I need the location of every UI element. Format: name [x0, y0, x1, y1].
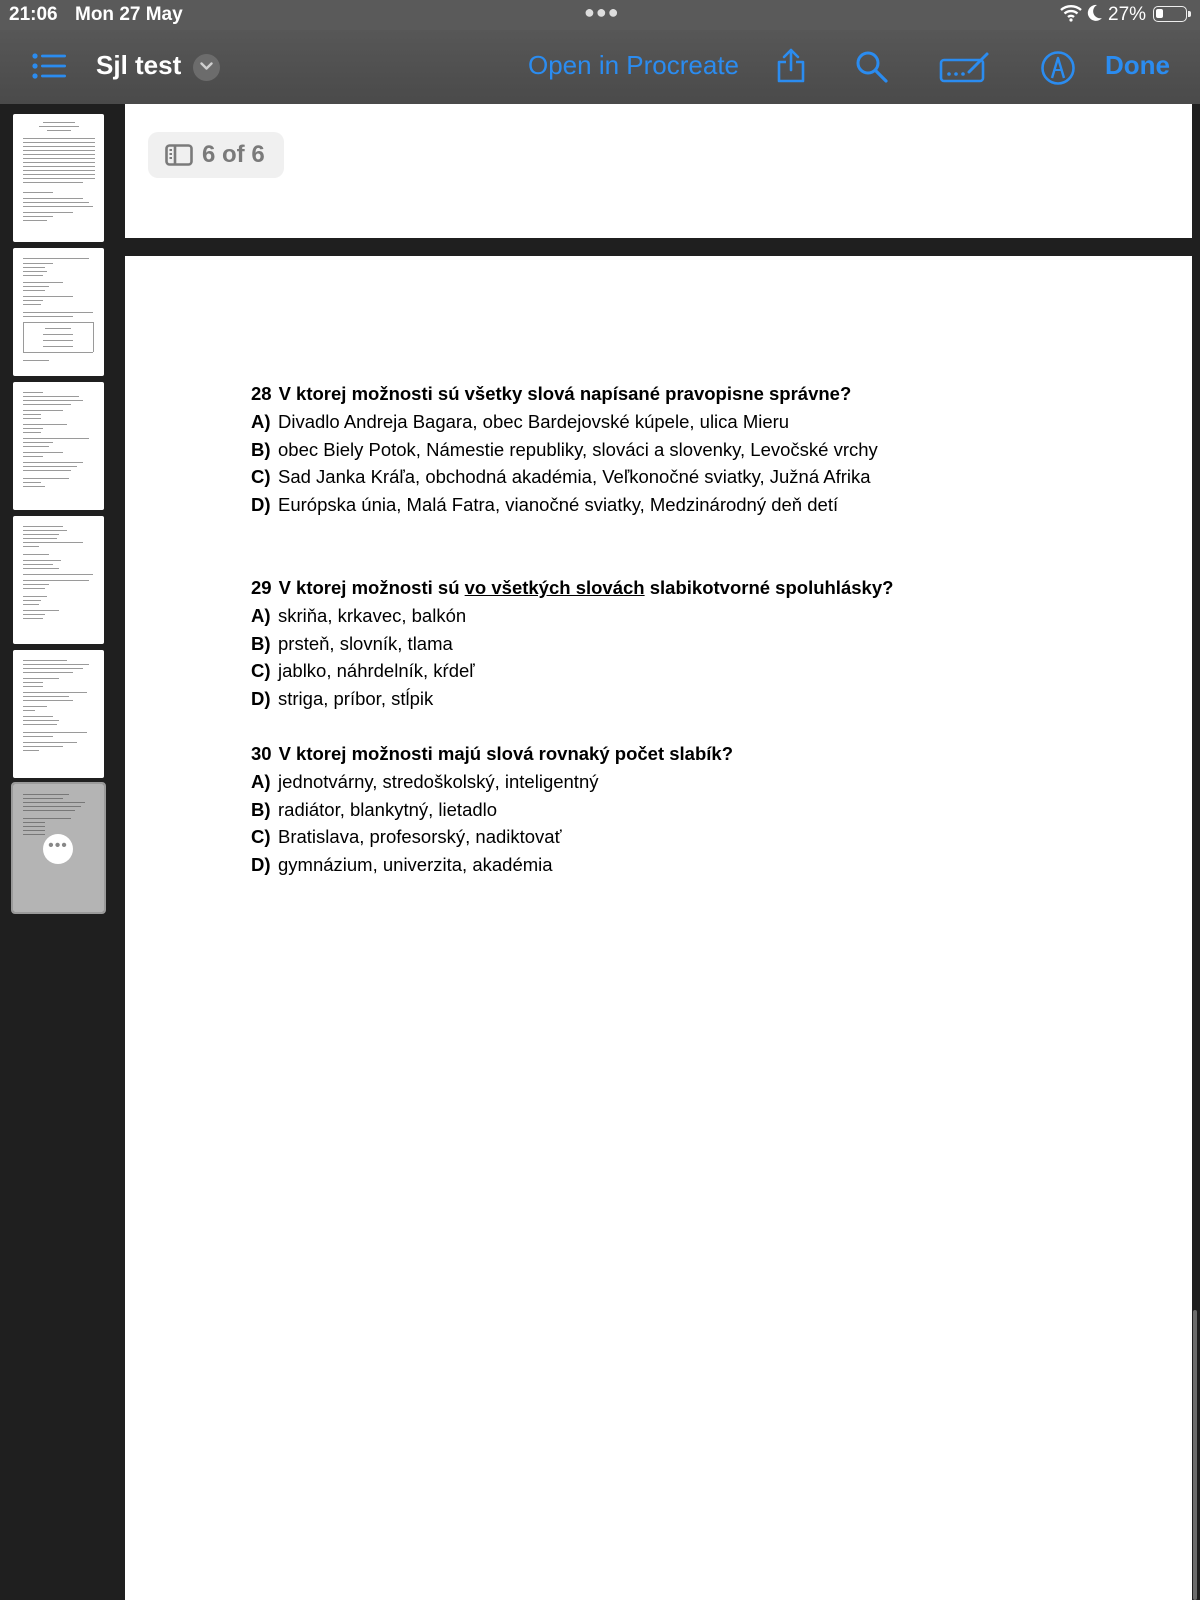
page-thumbnail-4[interactable] — [13, 516, 104, 644]
done-button[interactable]: Done — [1105, 50, 1170, 80]
answer-option: D) striga, príbor, stĺpik — [251, 687, 434, 709]
answer-option: A) skriňa, krkavec, balkón — [251, 605, 467, 626]
answer-option: B) obec Biely Potok, Námestie republiky, slováci a slovenky, Levočské vrchy — [251, 438, 878, 460]
page-indicator-text: 6 of 6 — [202, 141, 265, 168]
answer-option: C) Sad Janka Kráľa, obchodná akadémia, Veľkonočné sviatky, Južná Afrika — [251, 466, 871, 488]
previous-page — [125, 104, 1192, 238]
status-bar — [0, 0, 1200, 30]
page-thumbnail-5[interactable] — [13, 650, 104, 778]
sidebar-icon — [165, 144, 193, 171]
search-icon[interactable] — [855, 50, 889, 89]
markup-icon[interactable] — [939, 50, 991, 89]
question-text: V ktorej možnosti sú všetky slová napísané pravopisne správne? — [278, 383, 852, 404]
question-30 — [251, 743, 1151, 881]
share-icon[interactable] — [776, 48, 806, 89]
answer-option: B) prsteň, slovník, tlama — [251, 632, 453, 654]
more-icon[interactable]: ••• — [43, 834, 73, 864]
status-time: 21:06 — [9, 4, 58, 25]
question-heading — [251, 743, 1151, 771]
chevron-down-icon[interactable] — [193, 54, 220, 81]
question-28 — [251, 383, 1151, 521]
question-number: 28 — [251, 383, 272, 404]
page-indicator — [148, 132, 284, 178]
question-heading — [251, 383, 1151, 411]
thumbnail-sidebar — [0, 104, 124, 1600]
moon-icon — [1086, 3, 1104, 29]
document-title[interactable]: Sjl test — [96, 50, 182, 80]
page-thumbnail-6[interactable] — [13, 784, 104, 912]
list-icon[interactable] — [32, 52, 66, 80]
page-thumbnail-2[interactable] — [13, 248, 104, 376]
vertical-scrollbar[interactable] — [1193, 1310, 1197, 1600]
question-29 — [251, 577, 1151, 715]
answer-option: C) jablko, náhrdelník, kŕdeľ — [251, 660, 475, 682]
battery-percent: 27% — [1108, 4, 1147, 25]
battery-icon — [1153, 6, 1187, 22]
pen-icon[interactable] — [1040, 50, 1076, 91]
question-number: 29 — [251, 577, 272, 598]
answer-option: D) Európska únia, Malá Fatra, vianočné sviatky, Medzinárodný deň detí — [251, 493, 839, 515]
open-in-procreate-button[interactable]: Open in Procreate — [528, 50, 740, 80]
question-number: 30 — [251, 743, 272, 764]
page-thumbnail-3[interactable] — [13, 382, 104, 510]
page-thumbnail-1[interactable] — [13, 114, 104, 242]
underlined-phrase: vo všetkých slovách — [464, 577, 645, 598]
answer-option: D) gymnázium, univerzita, akadémia — [251, 853, 553, 875]
answer-option: C) Bratislava, profesorský, nadiktovať — [251, 826, 562, 848]
answer-option: A) jednotvárny, stredoškolský, inteligentný — [251, 771, 599, 792]
answer-option: A) Divadlo Andreja Bagara, obec Bardejovské kúpele, ulica Mieru — [251, 411, 790, 432]
toolbar — [0, 30, 1200, 104]
status-date: Mon 27 May — [75, 4, 183, 25]
question-heading: 29 V ktorej možnosti sú vo všetkých slovách slabikotvorné spoluhlásky? — [251, 577, 894, 598]
wifi-icon — [1060, 4, 1082, 28]
question-text: V ktorej možnosti majú slová rovnaký počet slabík? — [278, 743, 733, 764]
answer-option: B) radiátor, blankytný, lietadlo — [251, 798, 498, 820]
multitasking-dots-icon[interactable]: ●●● — [584, 2, 620, 22]
